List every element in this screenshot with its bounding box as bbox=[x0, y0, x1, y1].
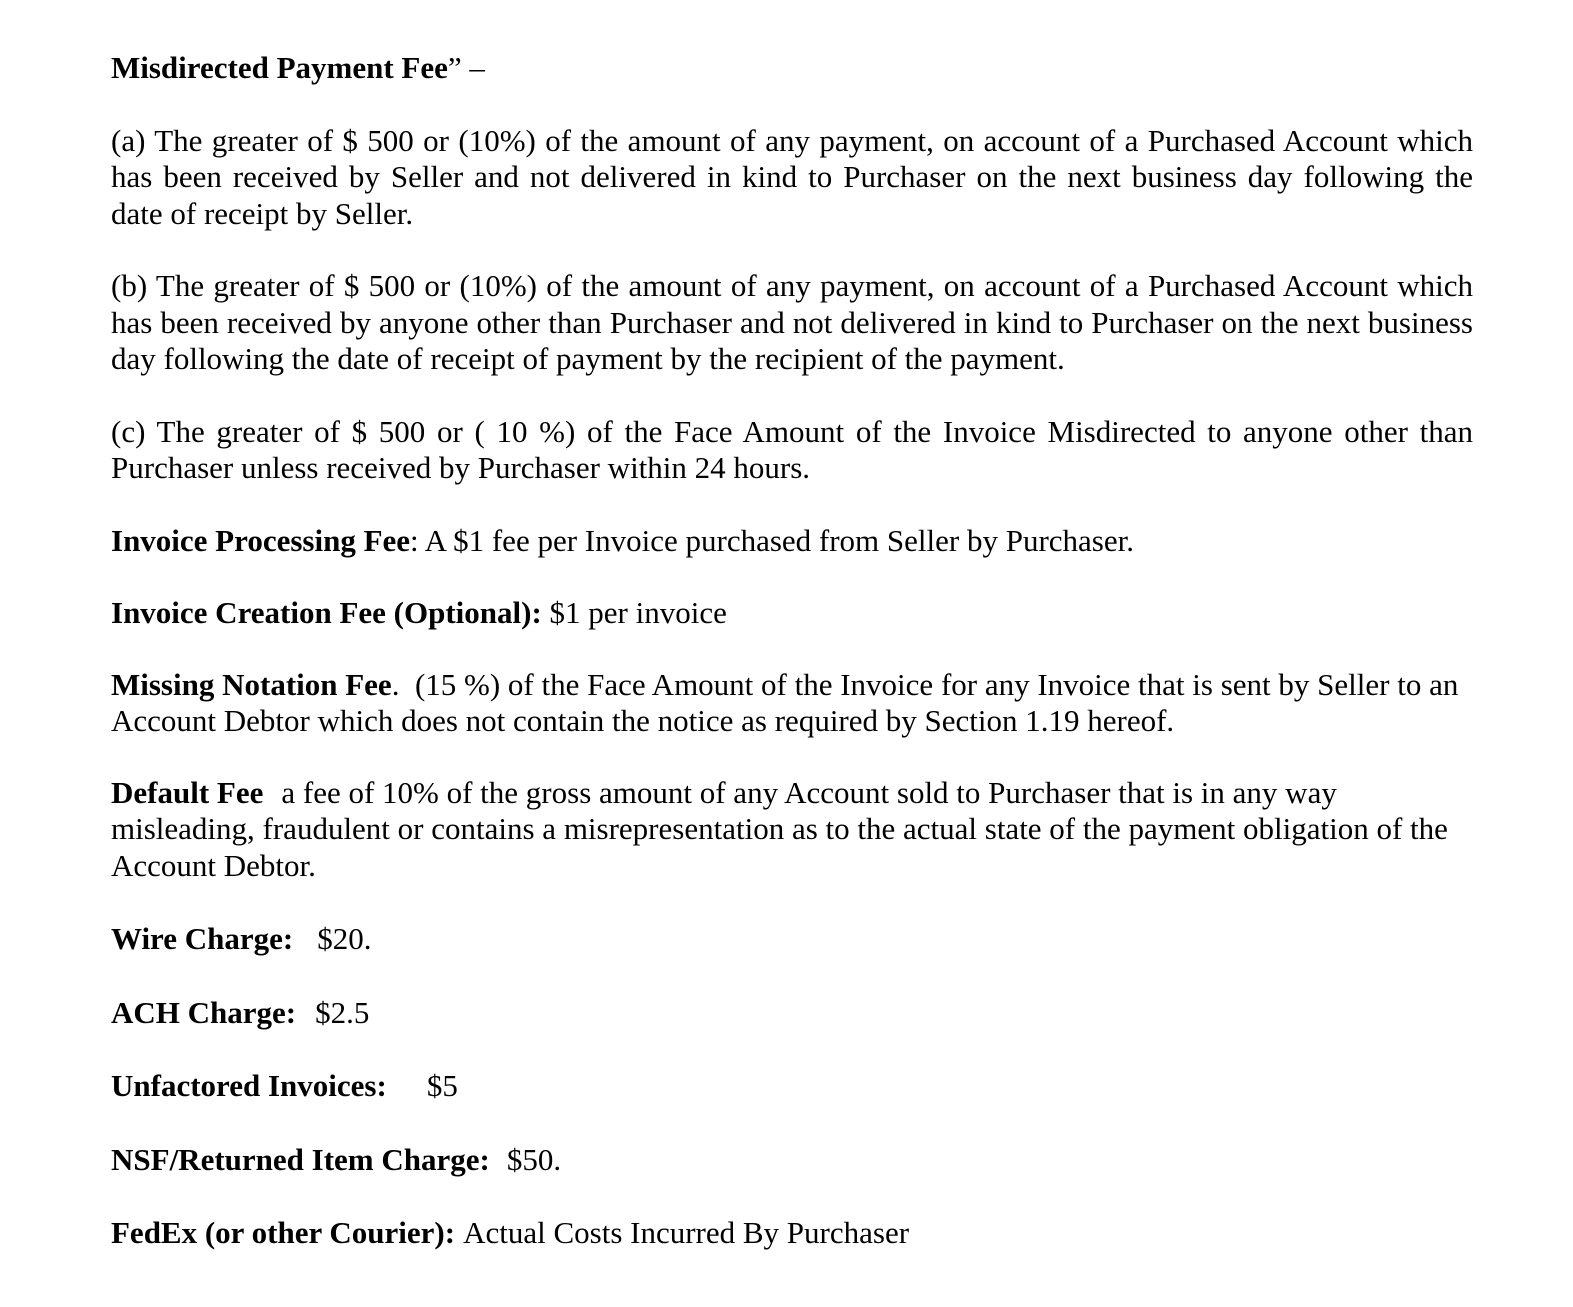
unfactored-invoices-label: Unfactored Invoices: bbox=[111, 1068, 387, 1103]
misdirected-item-a: (a) The greater of $ 500 or (10%) of the amount of any payment, on account of a Purchased Account which has been received by Seller and not delivered in kind to Purchaser on the next business day following the date of receipt by Seller. bbox=[111, 122, 1473, 231]
invoice-processing-text: : A $1 fee per Invoice purchased from Seller by Purchaser. bbox=[410, 522, 1134, 558]
missing-notation-label: Missing Notation Fee bbox=[111, 666, 392, 702]
misdirected-item-b: (b) The greater of $ 500 or (10%) of the amount of any payment, on account of a Purchased Account which has been received by anyone other than Purchaser and not delivered in kind to Purchaser on the next business day following the date of receipt of payment by the recipient of the payment. bbox=[111, 268, 1473, 376]
nsf-charge-value: $50. bbox=[506, 1141, 562, 1177]
default-fee bbox=[111, 775, 1473, 885]
unfactored-invoices-value: $5 bbox=[426, 1068, 458, 1103]
default-fee-text: a fee of 10% of the gross amount of any Account sold to Purchaser that is in any way misleading, fraudulent or contains a misrepresentation as to the actual state of the payment obligation of the Account Debtor. bbox=[111, 774, 1448, 883]
nsf-charge-label: NSF/Returned Item Charge: bbox=[111, 1141, 490, 1177]
missing-notation-fee bbox=[111, 667, 1473, 740]
ach-charge bbox=[111, 995, 1473, 1032]
ach-charge-value: $2.5 bbox=[315, 994, 370, 1030]
ach-charge-label: ACH Charge: bbox=[111, 994, 297, 1030]
unfactored-invoices bbox=[111, 1068, 1473, 1105]
invoice-creation-fee bbox=[111, 595, 1473, 632]
misdirected-item-c: (c) The greater of $ 500 or ( 10 %) of the Face Amount of the Invoice Misdirected to anyone other than Purchaser unless received by Purchaser within 24 hours. bbox=[111, 413, 1473, 485]
misdirected-payment-heading bbox=[111, 50, 1473, 87]
default-fee-label: Default Fee bbox=[111, 774, 264, 810]
fedex-courier-label: FedEx (or other Courier): bbox=[111, 1215, 456, 1250]
nsf-returned-item-charge bbox=[111, 1142, 1473, 1179]
misdirected-payment-label: Misdirected Payment Fee bbox=[111, 50, 448, 85]
wire-charge bbox=[111, 921, 1473, 958]
wire-charge-label: Wire Charge: bbox=[111, 921, 294, 956]
fee-schedule-document bbox=[111, 50, 1473, 1252]
fedex-courier-value: Actual Costs Incurred By Purchaser bbox=[463, 1215, 910, 1250]
wire-charge-value: $20. bbox=[317, 921, 372, 956]
invoice-processing-fee bbox=[111, 523, 1473, 560]
invoice-creation-text: $1 per invoice bbox=[541, 595, 727, 630]
invoice-creation-label: Invoice Creation Fee (Optional): bbox=[111, 595, 542, 630]
misdirected-payment-suffix: ” – bbox=[447, 50, 485, 85]
invoice-processing-label: Invoice Processing Fee bbox=[111, 522, 411, 558]
fedex-courier-charge bbox=[111, 1215, 1473, 1252]
missing-notation-text: . (15 %) of the Face Amount of the Invoice for any Invoice that is sent by Seller to an Account Debtor which does not contain the notice as required by Section 1.19 hereof. bbox=[111, 666, 1465, 738]
